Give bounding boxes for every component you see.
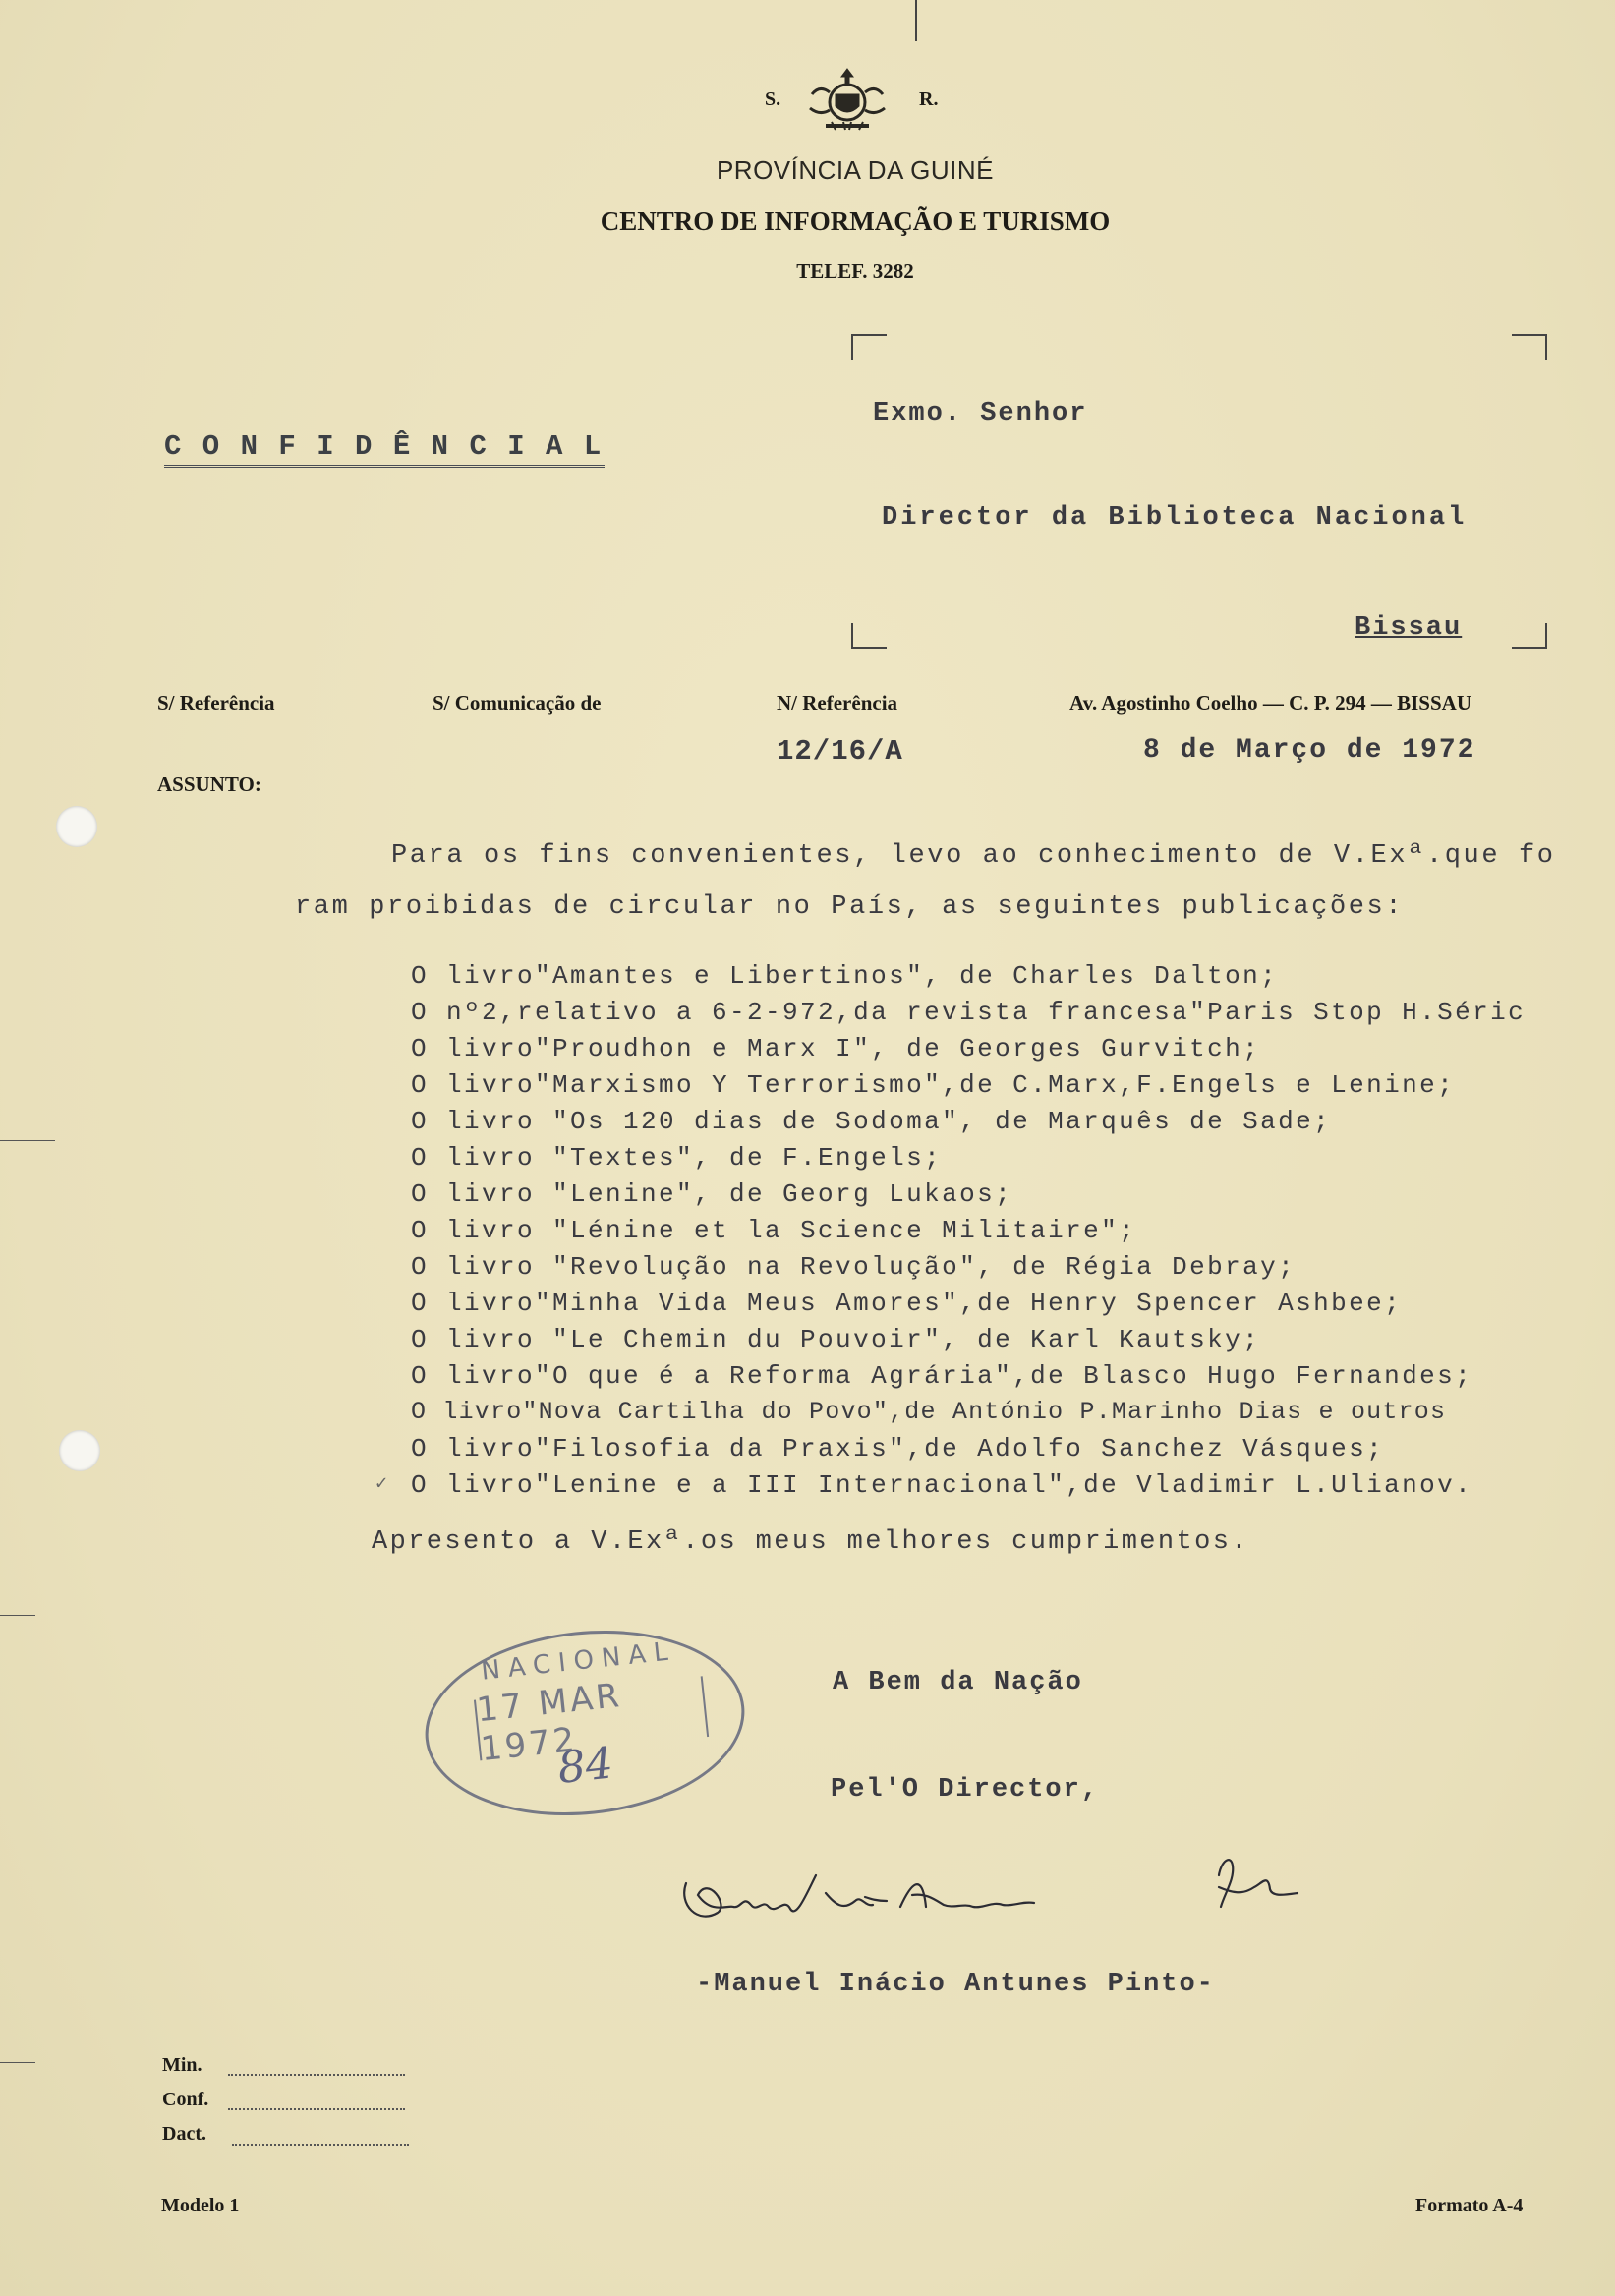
- phone-number: TELEF. 3282: [796, 259, 914, 283]
- list-item: O livro"Filosofia da Praxis",de Adolfo Sanchez Vásques;: [411, 1434, 1385, 1464]
- list-item: O livro"Proudhon e Marx I", de Georges Gurvitch;: [411, 1034, 1261, 1063]
- recipient-city: Bissau: [1355, 613, 1463, 643]
- s-referencia-label: S/ Referência: [157, 691, 275, 715]
- list-item: O livro "Revolução na Revolução", de Régia Debray;: [411, 1252, 1297, 1282]
- s-comunicacao-label: S/ Comunicação de: [433, 691, 602, 715]
- per-director: Pel'O Director,: [831, 1775, 1100, 1805]
- list-item: O livro "Lénine et la Science Militaire";: [411, 1216, 1137, 1245]
- province-title: PROVÍNCIA DA GUINÉ: [716, 155, 995, 185]
- fold-mark: [0, 1140, 55, 1141]
- punch-hole-top: [56, 806, 97, 847]
- crest-letter-r: R.: [919, 88, 939, 110]
- body-intro-line-1: Para os fins convenientes, levo ao conhecimento de V.Exª.que fo: [391, 841, 1556, 871]
- assunto-label: ASSUNTO:: [157, 773, 261, 796]
- confidential-underline: [164, 465, 605, 468]
- list-item: O livro"Minha Vida Meus Amores",de Henry Spencer Ashbee;: [411, 1289, 1403, 1318]
- prohibited-list: [411, 961, 1526, 1507]
- list-item: O livro"Nova Cartilha do Povo",de António P.Marinho Dias e outros: [411, 1398, 1447, 1426]
- punch-hole-bottom: [59, 1430, 100, 1471]
- conf-line: [228, 2108, 405, 2110]
- stamp-date: 17 MAR 1972: [474, 1676, 709, 1760]
- signature: [668, 1836, 1317, 1944]
- address-window-corner: [1512, 334, 1547, 360]
- list-item: O livro"Amantes e Libertinos", de Charles Dalton;: [411, 961, 1279, 991]
- salutation: Exmo. Senhor: [873, 399, 1088, 429]
- list-item: O livro "Textes", de F.Engels;: [411, 1143, 943, 1173]
- stamp-handwritten-number: 84: [555, 1738, 616, 1794]
- dact-label: Dact.: [162, 2123, 206, 2145]
- crest-letter-s: S.: [765, 88, 781, 110]
- address-window-corner: [851, 334, 887, 360]
- coat-of-arms-icon: [806, 65, 889, 136]
- top-tick-mark: [915, 0, 917, 41]
- body-intro-line-2: ram proibidas de circular no País, as seguintes publicações:: [295, 892, 1405, 922]
- list-item: O livro"Marxismo Y Terrorismo",de C.Marx,F.Engels e Lenine;: [411, 1070, 1456, 1100]
- checkmark-icon: ✓: [375, 1473, 388, 1496]
- fold-mark: [0, 2062, 35, 2063]
- letterhead-address: Av. Agostinho Coelho — C. P. 294 — BISSAU: [1069, 691, 1471, 715]
- library-receipt-stamp: [416, 1615, 754, 1830]
- min-label: Min.: [162, 2054, 202, 2076]
- closing-line: Apresento a V.Exª.os meus melhores cumprimentos.: [372, 1527, 1249, 1557]
- n-referencia-label: N/ Referência: [777, 691, 898, 715]
- dact-line: [232, 2144, 409, 2146]
- list-item: O nº2,relativo a 6-2-972,da revista francesa"Paris Stop H.Séric: [411, 998, 1527, 1027]
- letter-date: 8 de Março de 1972: [1143, 735, 1476, 766]
- n-referencia-value: 12/16/A: [777, 735, 903, 768]
- address-window-corner: [1512, 623, 1547, 649]
- list-item: O livro"Lenine e a III Internacional",de Vladimir L.Ulianov.: [411, 1470, 1473, 1500]
- confidential-mark: C O N F I D Ê N C I A L: [164, 430, 604, 463]
- centre-title: CENTRO DE INFORMAÇÃO E TURISMO: [600, 206, 1111, 236]
- fold-mark: [0, 1615, 35, 1616]
- recipient-title: Director da Biblioteca Nacional: [882, 503, 1468, 533]
- stamp-top-text: NACIONAL: [479, 1636, 677, 1687]
- address-window-corner: [851, 623, 887, 649]
- list-item: O livro "Os 120 dias de Sodoma", de Marquês de Sade;: [411, 1107, 1332, 1136]
- list-item: O livro "Le Chemin du Pouvoir", de Karl Kautsky;: [411, 1325, 1261, 1354]
- list-item: O livro "Lenine", de Georg Lukaos;: [411, 1179, 1013, 1209]
- model-label: Modelo 1: [161, 2195, 240, 2216]
- list-item: O livro"O que é a Reforma Agrária",de Blasco Hugo Fernandes;: [411, 1361, 1473, 1391]
- format-label: Formato A-4: [1415, 2195, 1524, 2216]
- min-line: [228, 2074, 405, 2076]
- conf-label: Conf.: [162, 2089, 209, 2110]
- motto: A Bem da Nação: [833, 1668, 1083, 1697]
- signatory-name: -Manuel Inácio Antunes Pinto-: [696, 1970, 1215, 1999]
